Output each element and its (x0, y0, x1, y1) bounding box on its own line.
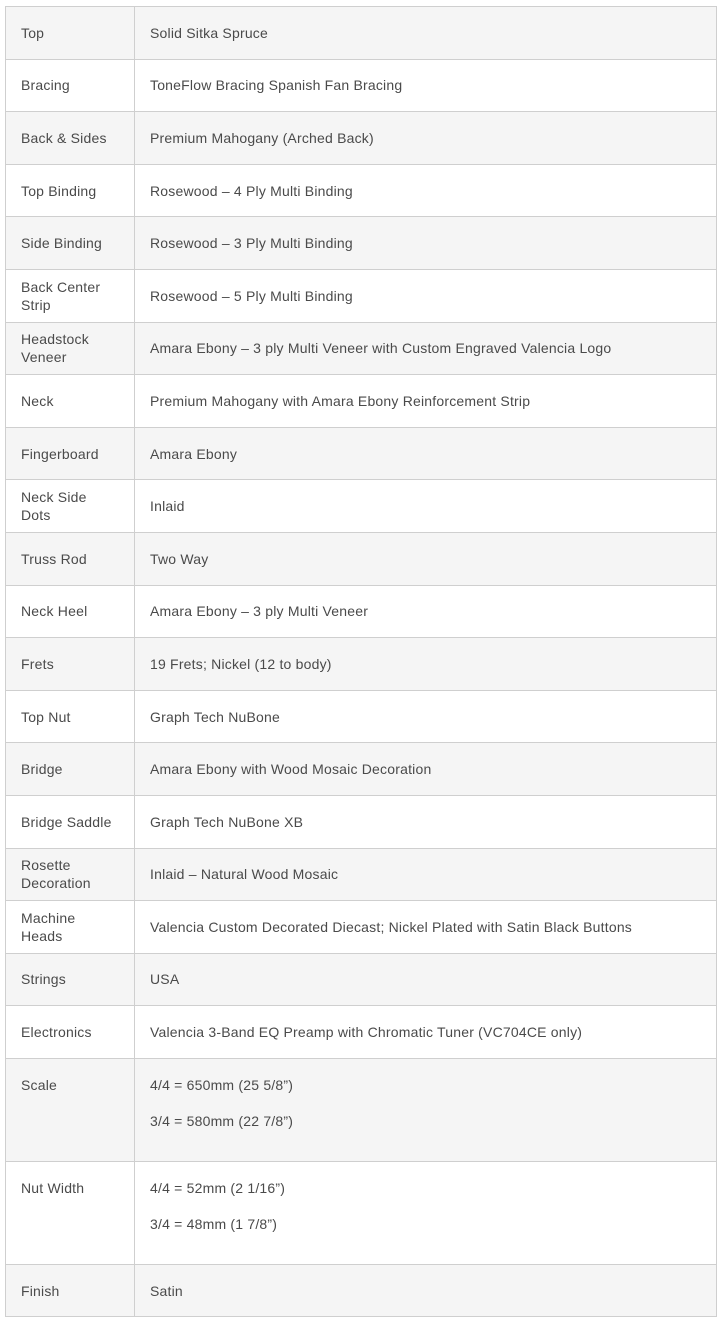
spec-value (135, 690, 717, 743)
spec-value (135, 427, 717, 480)
spec-value-line: Amara Ebony – 3 ply Multi Veneer (150, 603, 369, 620)
spec-row-top-nut (6, 690, 717, 743)
spec-label: Scale (6, 1058, 135, 1161)
spec-row-neck-heel (6, 585, 717, 638)
spec-row-back-center-strip (6, 269, 717, 322)
spec-label: Side Binding (6, 217, 135, 270)
spec-row-electronics (6, 1006, 717, 1059)
spec-label: Fingerboard (6, 427, 135, 480)
spec-value (135, 585, 717, 638)
spec-label: Finish (6, 1264, 135, 1317)
spec-value (135, 1264, 717, 1317)
spec-value-line: Valencia Custom Decorated Diecast; Nickel Plated with Satin Black Buttons (150, 918, 633, 935)
spec-row-fingerboard (6, 427, 717, 480)
spec-label: Bracing (6, 59, 135, 112)
spec-row-top (6, 7, 717, 60)
spec-value (135, 59, 717, 112)
spec-value-line: Rosewood – 5 Ply Multi Binding (150, 287, 353, 304)
spec-row-back-sides (6, 112, 717, 165)
spec-value (135, 1161, 717, 1264)
spec-label: Top Binding (6, 164, 135, 217)
spec-value (135, 112, 717, 165)
spec-value (135, 795, 717, 848)
spec-row-truss-rod (6, 532, 717, 585)
spec-value-line: Graph Tech NuBone (150, 708, 281, 725)
spec-row-bridge (6, 743, 717, 796)
spec-value-line: Inlaid (150, 498, 185, 515)
spec-label: Frets (6, 638, 135, 691)
spec-row-neck-side-dots (6, 480, 717, 533)
spec-row-strings (6, 953, 717, 1006)
spec-value (135, 848, 717, 901)
spec-value-line: ToneFlow Bracing Spanish Fan Bracing (150, 77, 403, 94)
spec-value (135, 638, 717, 691)
spec-row-frets (6, 638, 717, 691)
spec-value (135, 1006, 717, 1059)
spec-value-line: Inlaid – Natural Wood Mosaic (150, 866, 339, 883)
spec-value (135, 164, 717, 217)
spec-value-line: Amara Ebony with Wood Mosaic Decoration (150, 761, 432, 778)
spec-label: Nut Width (6, 1161, 135, 1264)
spec-label: Neck Side Dots (6, 480, 135, 533)
spec-label: Bridge Saddle (6, 795, 135, 848)
spec-value-line: Rosewood – 4 Ply Multi Binding (150, 182, 353, 199)
spec-row-nut-width (6, 1161, 717, 1264)
spec-value-line: Premium Mahogany (Arched Back) (150, 129, 374, 146)
spec-value-line: 3/4 = 48mm (1 7/8”) (150, 1215, 278, 1232)
spec-row-rosette-decoration (6, 848, 717, 901)
spec-table (5, 6, 717, 1317)
spec-value-line: Satin (150, 1282, 183, 1299)
spec-value (135, 217, 717, 270)
spec-label: Machine Heads (6, 901, 135, 954)
spec-label: Top (6, 7, 135, 60)
spec-table-body (6, 7, 717, 1317)
spec-row-neck (6, 375, 717, 428)
spec-value (135, 480, 717, 533)
spec-value (135, 743, 717, 796)
spec-row-machine-heads (6, 901, 717, 954)
spec-value (135, 269, 717, 322)
spec-value-line: Solid Sitka Spruce (150, 24, 268, 41)
spec-row-bracing (6, 59, 717, 112)
spec-value-line: Two Way (150, 550, 209, 567)
spec-value-line: Valencia 3-Band EQ Preamp with Chromatic Tuner (VC704CE only) (150, 1024, 583, 1041)
spec-value-line: 4/4 = 650mm (25 5/8”) (150, 1076, 294, 1093)
spec-value-line: Premium Mahogany with Amara Ebony Reinforcement Strip (150, 392, 531, 409)
spec-label: Headstock Veneer (6, 322, 135, 375)
spec-label: Strings (6, 953, 135, 1006)
spec-value-line: Graph Tech NuBone XB (150, 813, 304, 830)
spec-label: Bridge (6, 743, 135, 796)
spec-label: Back Center Strip (6, 269, 135, 322)
spec-value (135, 375, 717, 428)
spec-value-line: 3/4 = 580mm (22 7/8”) (150, 1112, 294, 1129)
spec-label: Top Nut (6, 690, 135, 743)
spec-label: Neck (6, 375, 135, 428)
spec-row-bridge-saddle (6, 795, 717, 848)
spec-value (135, 322, 717, 375)
spec-value (135, 532, 717, 585)
spec-label: Neck Heel (6, 585, 135, 638)
spec-row-scale (6, 1058, 717, 1161)
spec-value (135, 953, 717, 1006)
spec-value (135, 1058, 717, 1161)
spec-value-line: 4/4 = 52mm (2 1/16”) (150, 1179, 286, 1196)
spec-value-line: Amara Ebony – 3 ply Multi Veneer with Custom Engraved Valencia Logo (150, 340, 612, 357)
spec-value-line: 19 Frets; Nickel (12 to body) (150, 655, 332, 672)
spec-label: Truss Rod (6, 532, 135, 585)
spec-row-finish (6, 1264, 717, 1317)
spec-label: Back & Sides (6, 112, 135, 165)
spec-value-line: Rosewood – 3 Ply Multi Binding (150, 235, 353, 252)
spec-value (135, 901, 717, 954)
spec-row-headstock-veneer (6, 322, 717, 375)
spec-label: Electronics (6, 1006, 135, 1059)
spec-value (135, 7, 717, 60)
spec-value-line: USA (150, 971, 180, 988)
spec-label: Rosette Decoration (6, 848, 135, 901)
spec-value-line: Amara Ebony (150, 445, 238, 462)
spec-row-side-binding (6, 217, 717, 270)
spec-row-top-binding (6, 164, 717, 217)
